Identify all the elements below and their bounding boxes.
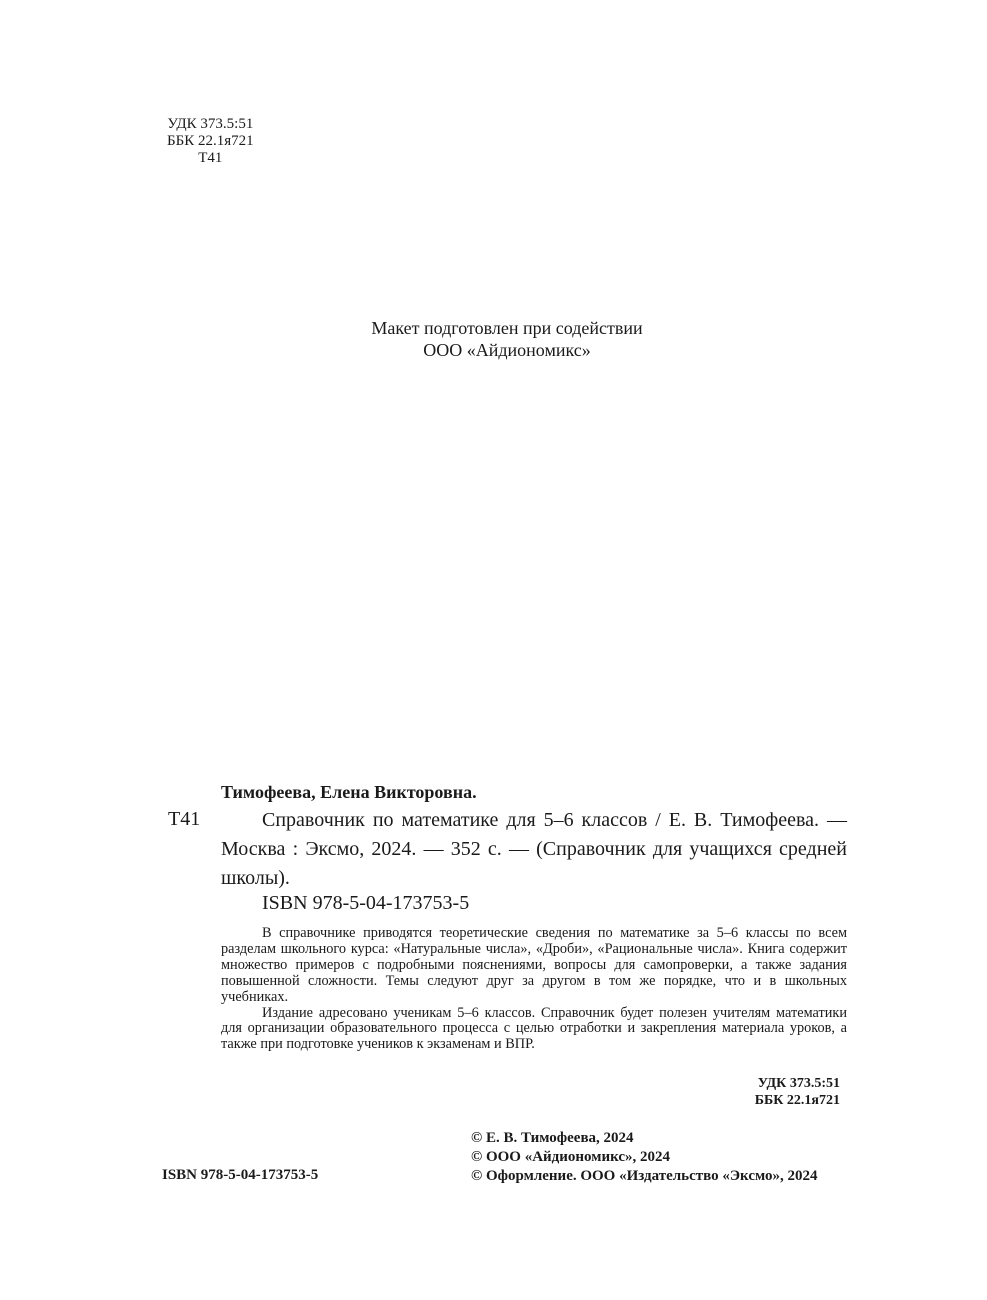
footer-classification <box>620 1075 840 1109</box>
udk-code: УДК 373.5:51 <box>167 116 254 132</box>
classification-block <box>167 116 254 167</box>
maket-line-1: Макет подготовлен при содействии <box>371 318 643 338</box>
author-sign: Т41 <box>198 150 223 166</box>
annotation-paragraph-1: В справочнике приводятся теоретические сведения по математике за 5–6 классы по всем разделам школьного курса: «Натуральные числа», «Дроби», «Рациональные числа». Книга содержит множество примеров с подробными пояснениями, вопросы для самопроверки, а также задания повышенной сложности. Темы следуют друг за другом в том же порядке, что и в школьных учебниках. <box>221 925 847 1005</box>
maket-note <box>300 317 714 361</box>
footer-bbk: ББК 22.1я721 <box>754 1093 840 1108</box>
footer-udk: УДК 373.5:51 <box>757 1076 840 1091</box>
bibliographic-entry: Справочник по математике для 5–6 классов / Е. В. Тимофеева. — Москва : Эксмо, 2024. — 352 с. — (Справочник для учащихся средней школы). <box>221 809 847 889</box>
isbn-entry: ISBN 978-5-04-173753-5 <box>262 892 470 914</box>
bbk-code: ББК 22.1я721 <box>167 133 254 149</box>
copyright-block <box>471 1129 818 1186</box>
author-cipher: Т41 <box>168 808 201 830</box>
copyright-design: © Оформление. ООО «Издательство «Эксмо», 2024 <box>471 1168 818 1184</box>
annotation <box>221 926 847 1053</box>
author-heading: Тимофеева, Елена Викторовна. <box>221 782 477 802</box>
annotation-paragraph-2: Издание адресовано ученикам 5–6 классов. Справочник будет полезен учителям математики для организации образовательного процесса с целью отработки и закрепления материала уроков, а также при подготовке учеников к экзаменам и ВПР. <box>221 1004 847 1053</box>
maket-line-2: ООО «Айдиономикс» <box>423 340 591 360</box>
copyright-company: © ООО «Айдиономикс», 2024 <box>471 1149 671 1165</box>
footer-isbn: ISBN 978-5-04-173753-5 <box>162 1167 319 1183</box>
copyright-author: © Е. В. Тимофеева, 2024 <box>471 1130 634 1146</box>
